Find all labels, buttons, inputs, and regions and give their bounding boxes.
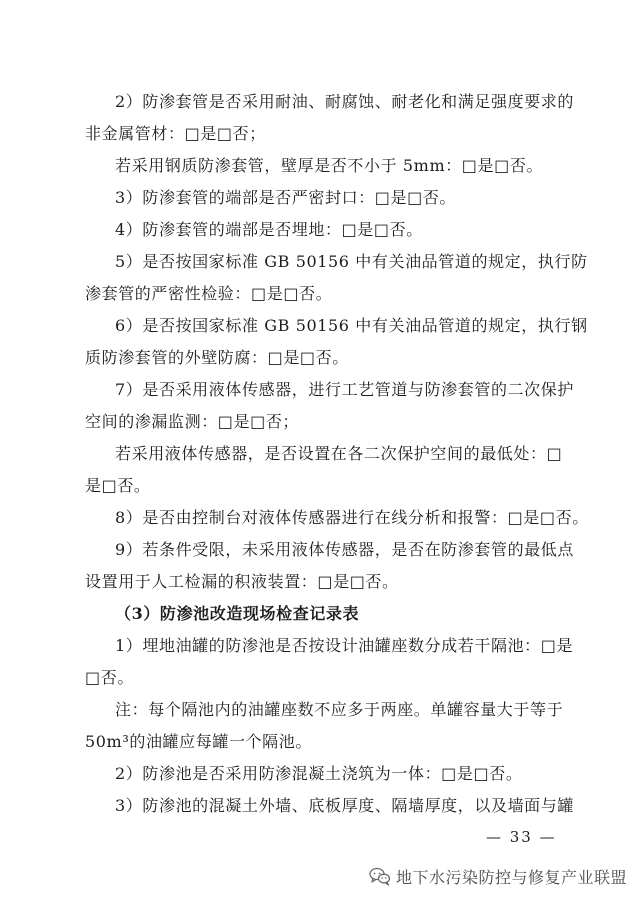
note-line: 50m³的油罐应每罐一个隔池。 xyxy=(85,732,312,751)
wechat-icon xyxy=(368,864,392,888)
text-line: 非金属管材：□是□否； xyxy=(85,124,266,143)
watermark-text: 地下水污染防控与修复产业联盟 xyxy=(396,867,628,887)
text-line: 2）防渗池是否采用防渗混凝土浇筑为一体：□是□否。 xyxy=(115,764,523,783)
page-number: — 33 — xyxy=(486,828,557,846)
section-heading: （3）防渗池改造现场检查记录表 xyxy=(115,604,360,623)
text-line: 4）防渗套管的端部是否埋地：□是□否。 xyxy=(115,220,423,239)
text-line: 是□否。 xyxy=(85,476,151,495)
text-line: 设置用于人工检漏的积液装置：□是□否。 xyxy=(85,572,399,591)
text-line: 1）埋地油罐的防渗池是否按设计油罐座数分成若干隔池：□是 xyxy=(115,636,574,655)
note-line: 注：每个隔池内的油罐座数不应多于两座。单罐容量大于等于 xyxy=(115,700,564,719)
text-line: 6）是否按国家标准 GB 50156 中有关油品管道的规定，执行钢 xyxy=(115,316,588,335)
text-line: 空间的渗漏监测：□是□否； xyxy=(85,412,300,431)
text-line: 若采用液体传感器，是否设置在各二次保护空间的最低处：□ xyxy=(115,444,563,463)
text-line: 3）防渗池的混凝土外墙、底板厚度、隔墙厚度，以及墙面与罐 xyxy=(115,796,574,815)
text-line: 质防渗套管的外壁防腐：□是□否。 xyxy=(85,348,349,367)
text-line: 若采用钢质防渗套管，壁厚是否不小于 5mm：□是□否。 xyxy=(115,156,544,175)
text-line: 5）是否按国家标准 GB 50156 中有关油品管道的规定，执行防 xyxy=(115,252,588,271)
text-line: □否。 xyxy=(85,668,134,687)
watermark xyxy=(368,862,627,890)
text-line: 渗套管的严密性检验：□是□否。 xyxy=(85,284,333,303)
text-line: 3）防渗套管的端部是否严密封口：□是□否。 xyxy=(115,188,457,207)
text-line: 9）若条件受限，未采用液体传感器，是否在防渗套管的最低点 xyxy=(115,540,574,559)
text-line: 8）是否由控制台对液体传感器进行在线分析和报警：□是□否。 xyxy=(115,508,589,527)
text-line: 2）防渗套管是否采用耐油、耐腐蚀、耐老化和满足强度要求的 xyxy=(115,92,574,111)
text-line: 7）是否采用液体传感器，进行工艺管道与防渗套管的二次保护 xyxy=(115,380,574,399)
